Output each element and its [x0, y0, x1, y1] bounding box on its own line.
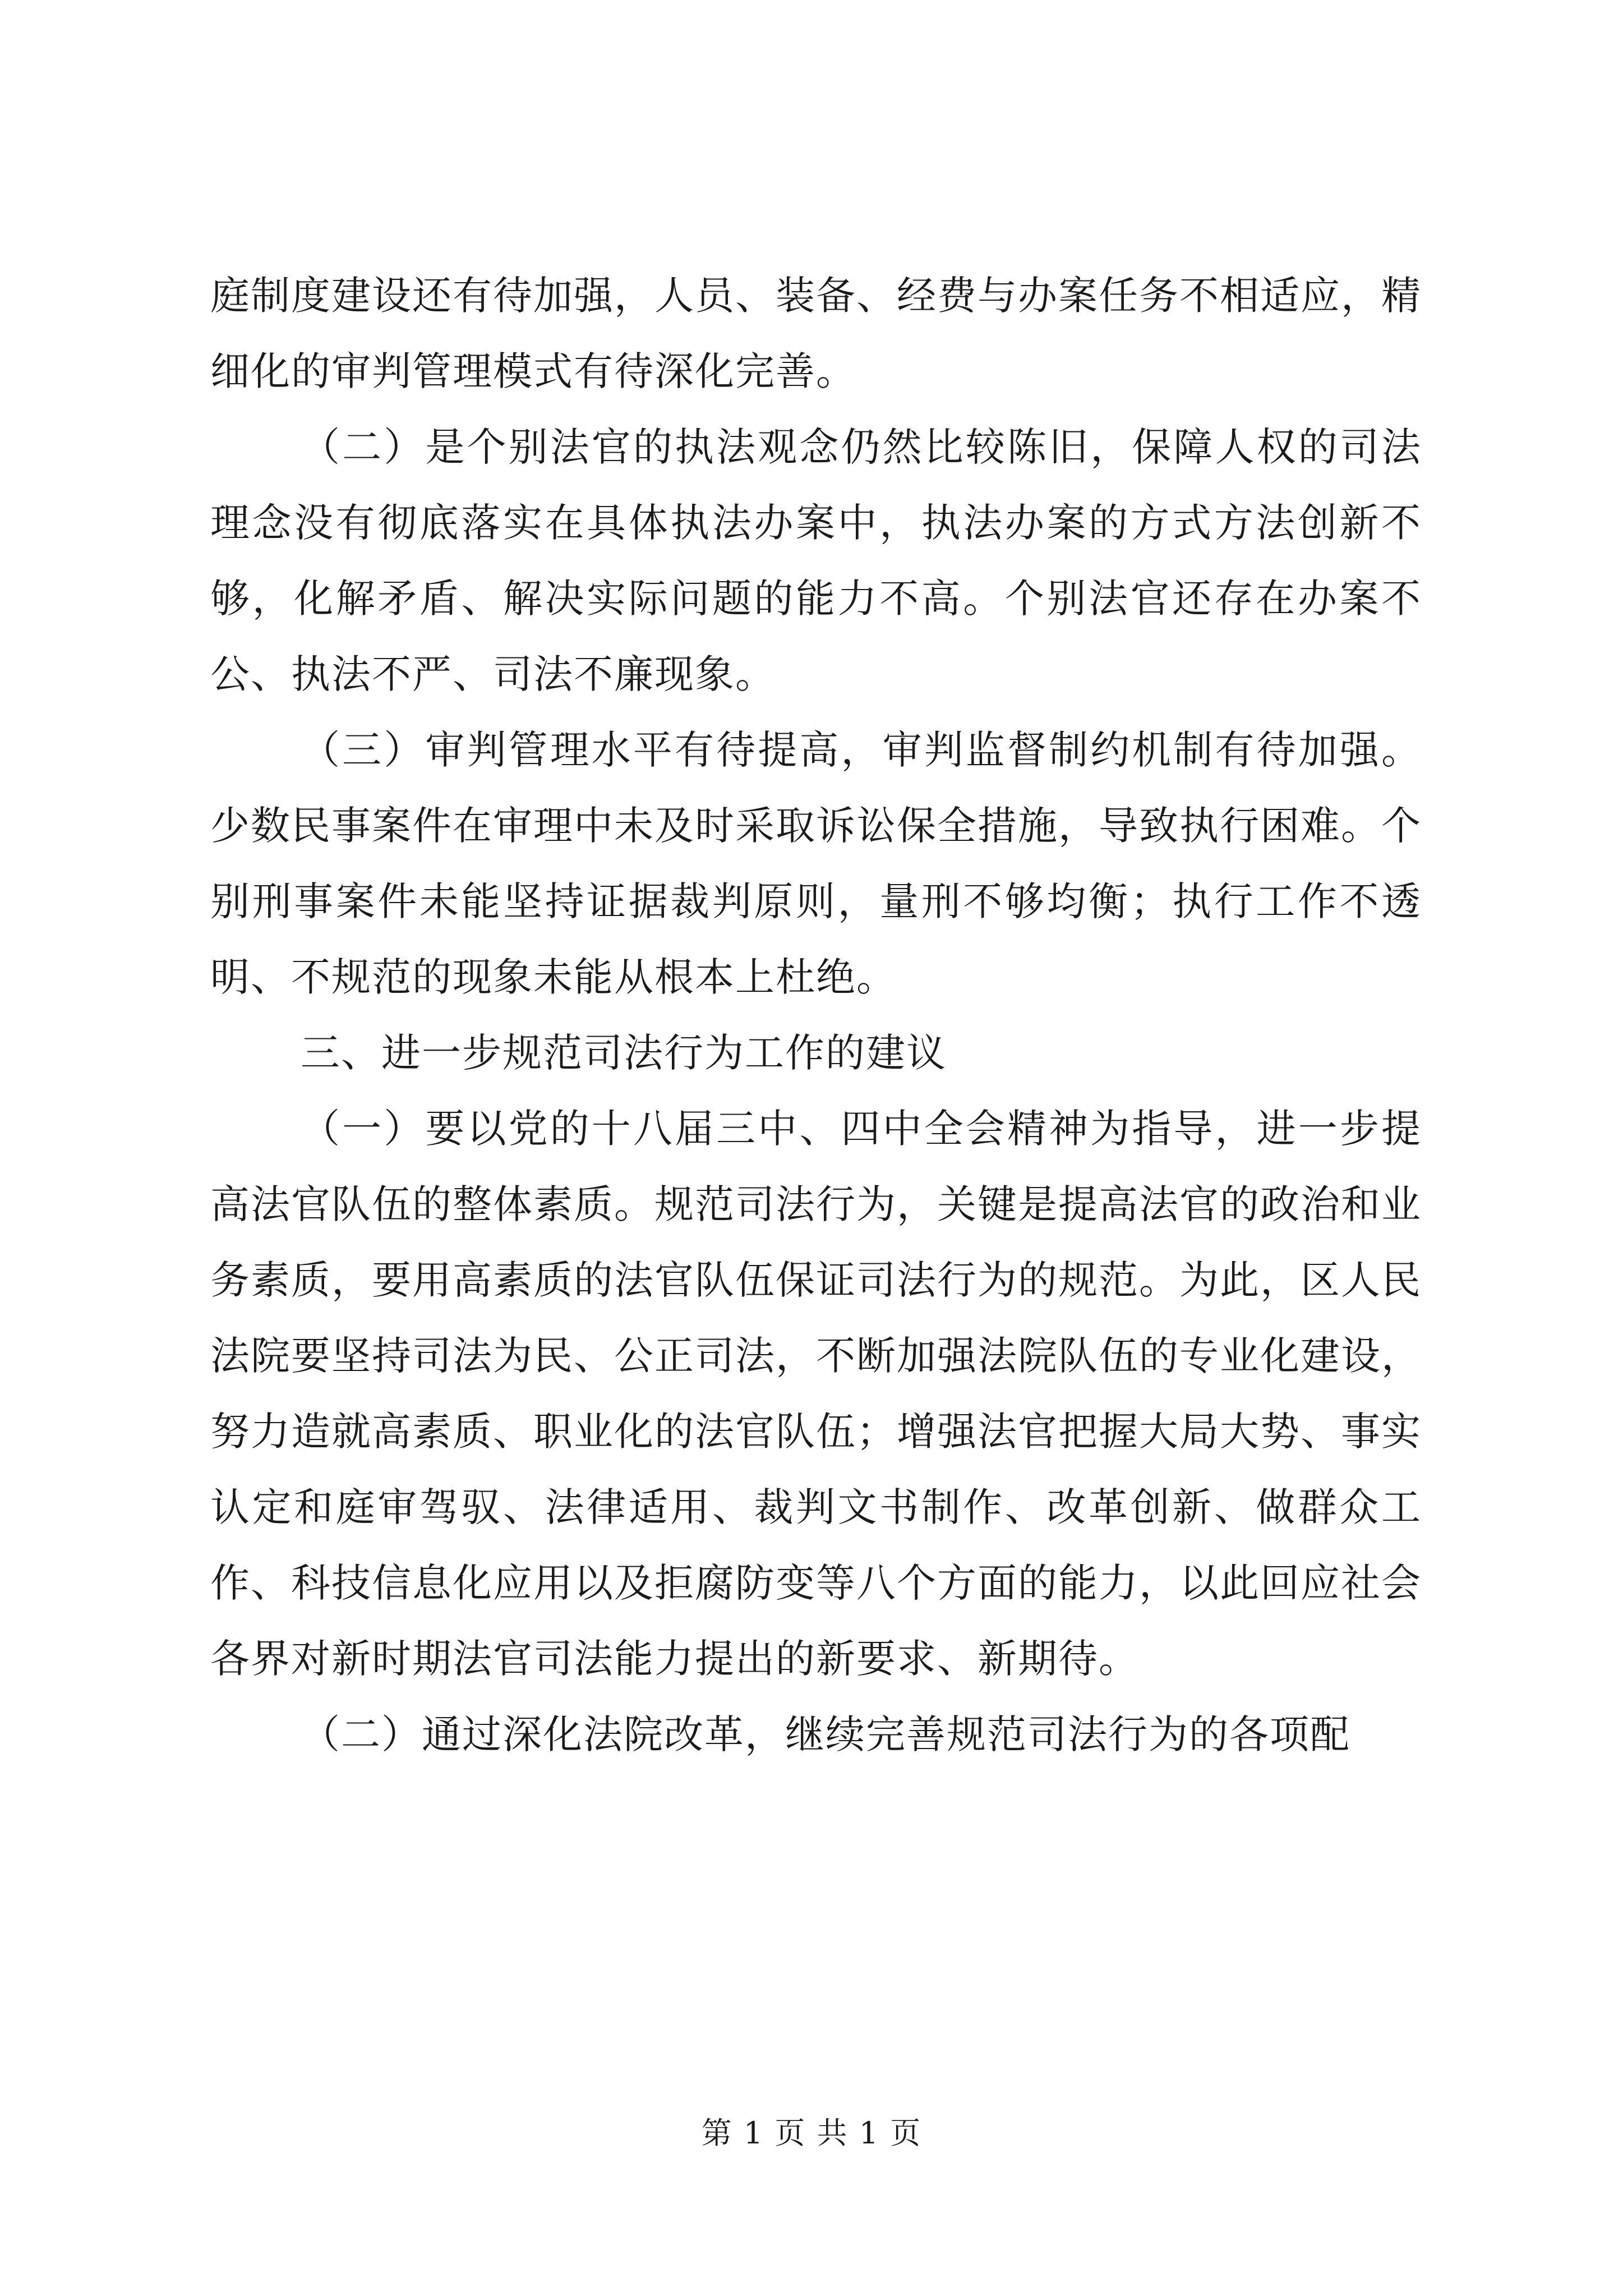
paragraph-suggestion-1: （一）要以党的十八届三中、四中全会精神为指导，进一步提高法官队伍的整体素质。规范司法行为，关键是提高法官的政治和业务素质，要用高素质的法官队伍保证司法行为的规范。为此，区人民法院要坚持司法为民、公正司法，不断加强法院队伍的专业化建设，努力造就高素质、职业化的法官队伍；增强法官把握大局大势、事实认定和庭审驾驭、法律适用、裁判文书制作、改革创新、做群众工作、科技信息化应用以及拒腐防变等八个方面的能力，以此回应社会各界对新时期法官司法能力提出的新要求、新期待。	[210, 1106, 1422, 1682]
paragraph-issue-2: （二）是个别法官的执法观念仍然比较陈旧，保障人权的司法理念没有彻底落实在具体执法办案中，执法办案的方式方法创新不够，化解矛盾、解决实际问题的能力不高。个别法官还存在办案不公、执法不严、司法不廉现象。	[210, 424, 1422, 697]
document-body	[210, 258, 1422, 1773]
paragraph-issue-3: （三）审判管理水平有待提高，审判监督制约机制有待加强。少数民事案件在审理中未及时采取诉讼保全措施，导致执行困难。个别刑事案件未能坚持证据裁判原则，量刑不够均衡；执行工作不透明、不规范的现象未能从根本上杜绝。	[210, 727, 1422, 1000]
paragraph-suggestion-2: （二）通过深化法院改革，继续完善规范司法行为的各项配	[301, 1711, 1350, 1757]
paragraph-continuation: 庭制度建设还有待加强，人员、装备、经费与办案任务不相适应，精细化的审判管理模式有待深化完善。	[210, 273, 1422, 394]
page-number-label: 第 1 页 共 1 页	[701, 2115, 922, 2151]
section-heading-3: 三、进一步规范司法行为工作的建议	[301, 1030, 947, 1076]
page-footer	[0, 2114, 1623, 2153]
